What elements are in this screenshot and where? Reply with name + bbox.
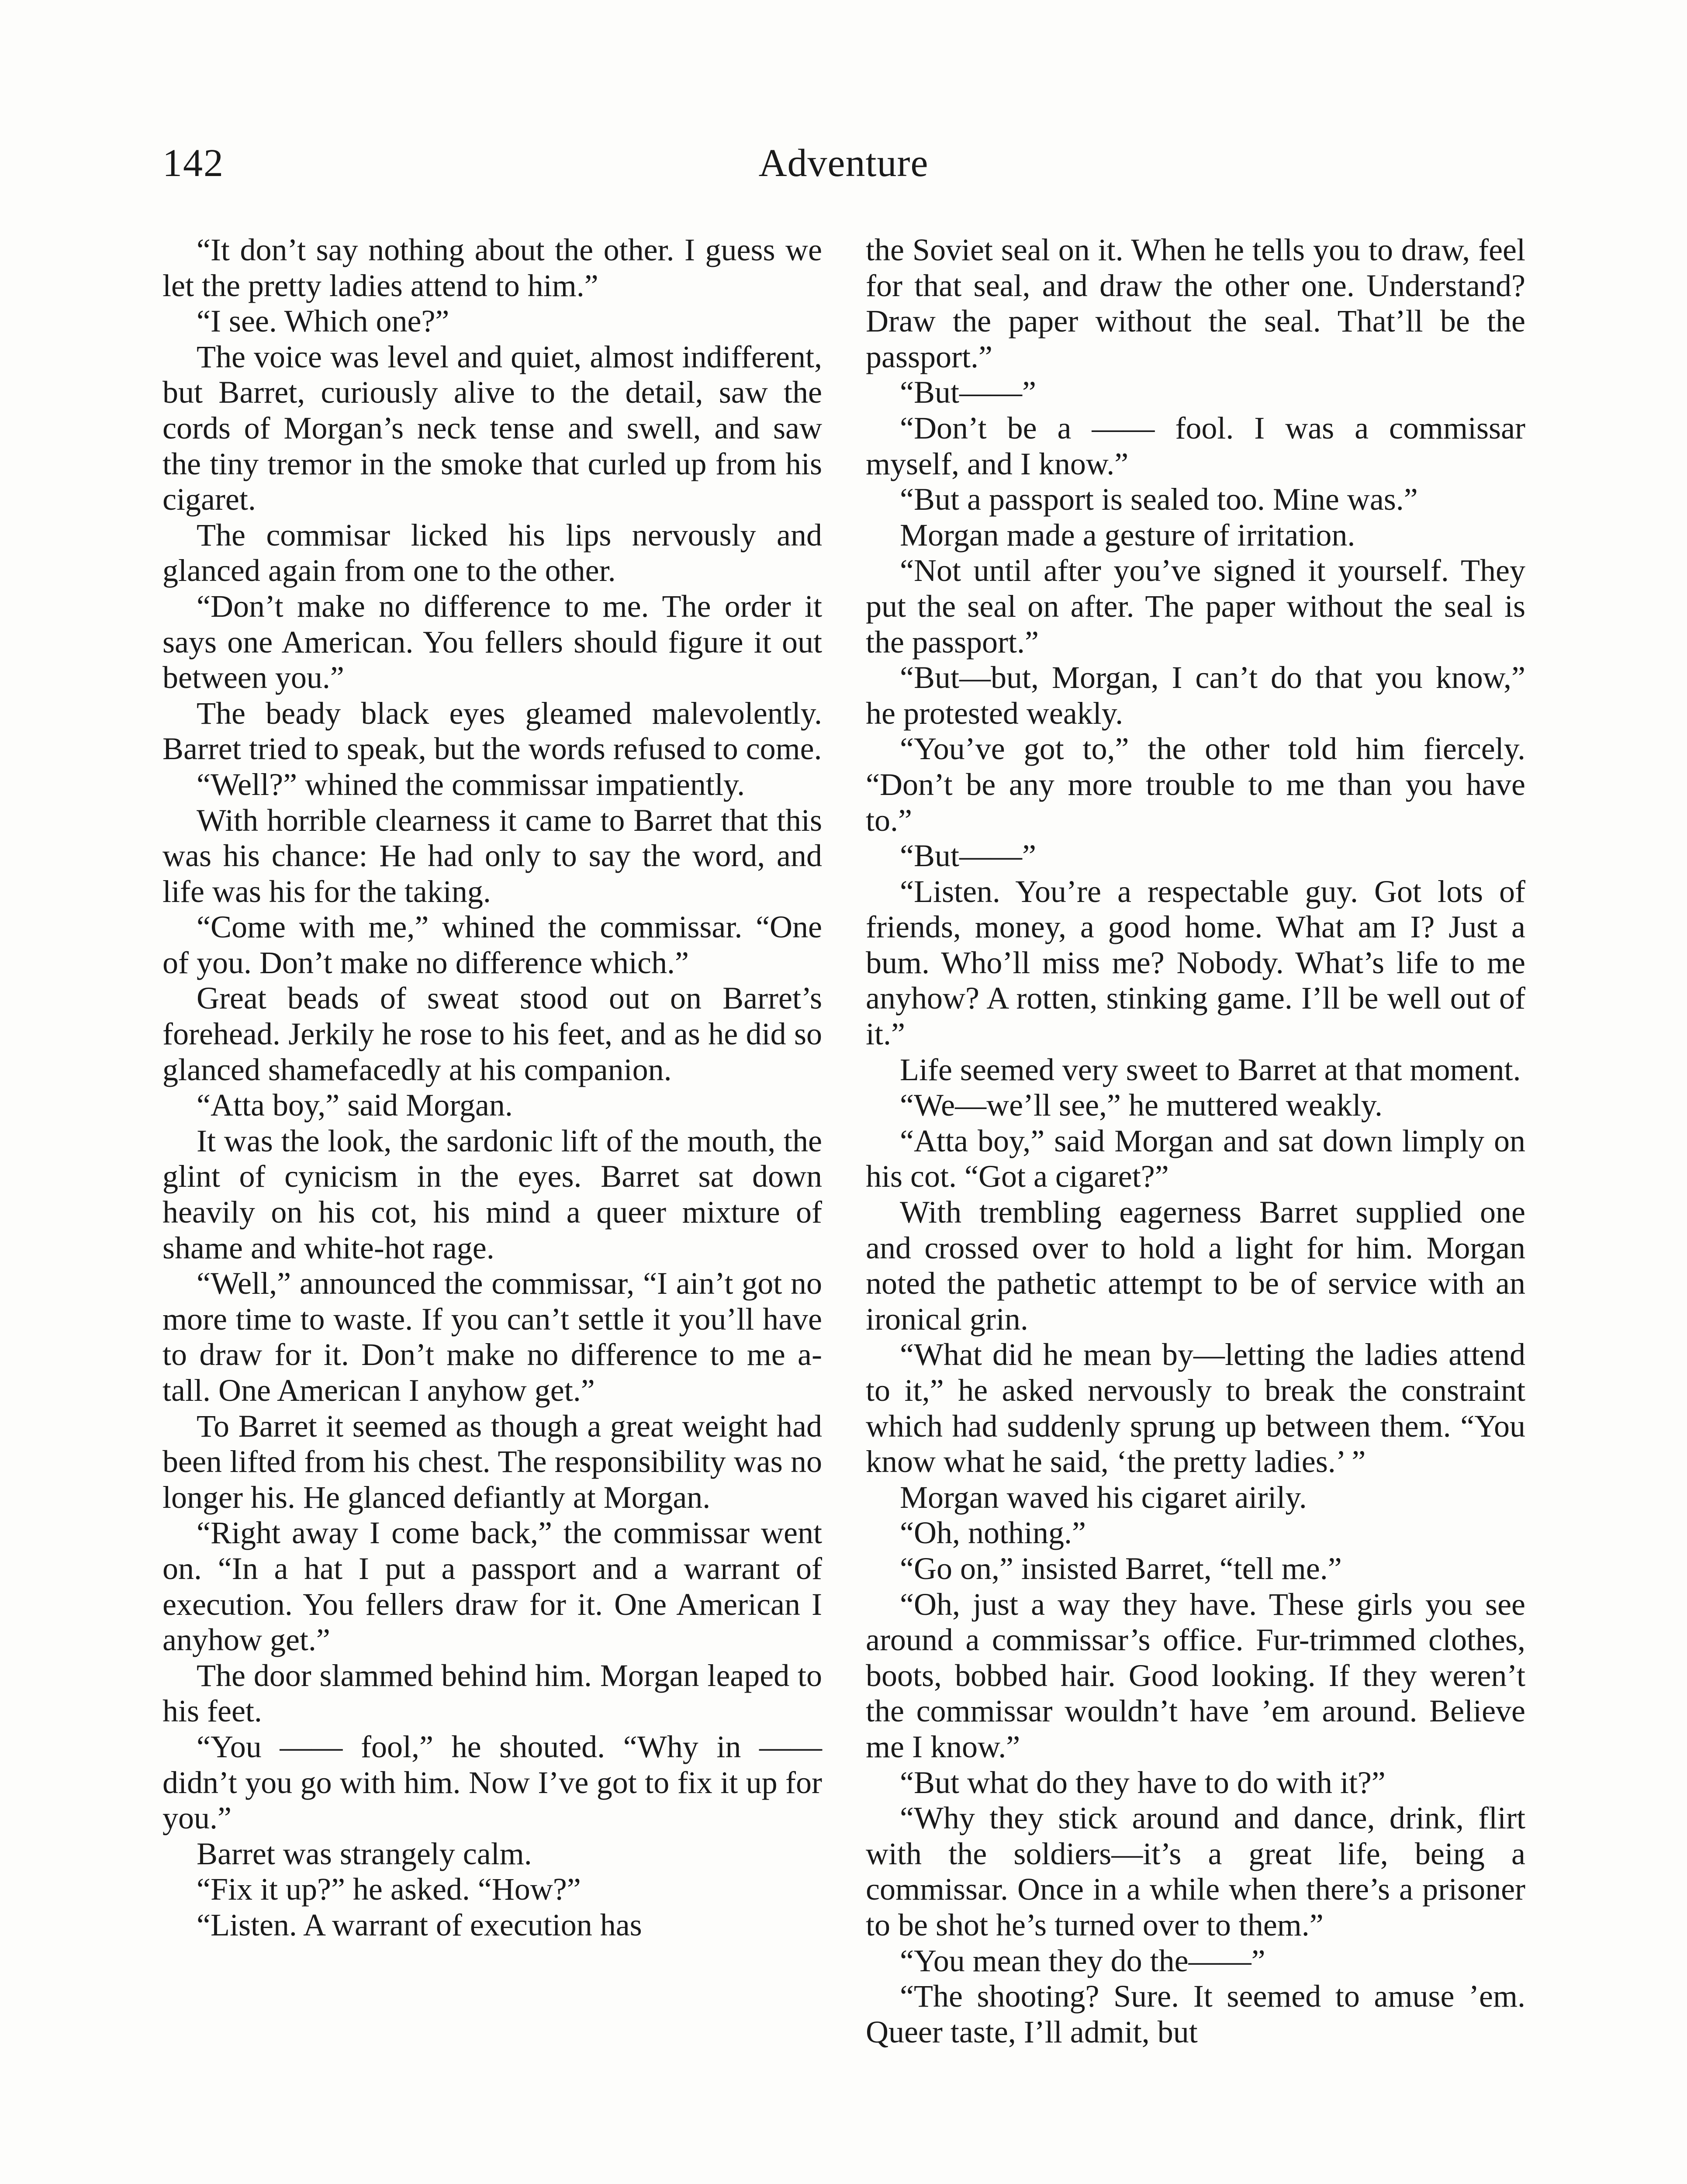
paragraph: “Don’t be a —— fool. I was a commissar myself, and I know.” — [866, 410, 1525, 481]
paragraph: Barret was strangely calm. — [197, 1836, 532, 1871]
right-column — [866, 232, 1525, 2050]
paragraph: “You —— fool,” he shouted. “Why in —— didn’t you go with him. Now I’ve got to fix it up for you.” — [162, 1729, 822, 1836]
left-column — [162, 232, 822, 1943]
paragraph: “The shooting? Sure. It seemed to amuse ’em. Queer taste, I’ll admit, but — [866, 1979, 1525, 2049]
magazine-title: Adventure — [758, 142, 929, 185]
paragraph: “Not until after you’ve signed it yourself. They put the seal on after. The paper without the seal is the passport.” — [866, 553, 1525, 660]
paragraph: The door slammed behind him. Morgan leaped to his feet. — [162, 1658, 822, 1729]
paragraph: “It don’t say nothing about the other. I guess we let the pretty ladies attend to him.” — [162, 232, 822, 303]
paragraph: “Don’t make no difference to me. The order it says one American. You fellers should figure it out between you.” — [162, 588, 822, 695]
paragraph: “You mean they do the——” — [900, 1943, 1265, 1978]
paragraph: “Why they stick around and dance, drink, flirt with the soldiers—it’s a great life, being a commissar. Once in a while when there’s a prisoner to be shot he’s turned over to them.” — [866, 1800, 1525, 1942]
paragraph: “I see. Which one?” — [197, 304, 449, 339]
paragraph: The commisar licked his lips nervously and glanced again from one to the other. — [162, 517, 822, 588]
paragraph: “What did he mean by—letting the ladies attend to it,” he asked nervously to break the constraint which had suddenly sprung up between them. “You know what he said, ‘the pretty ladies.’ ” — [866, 1337, 1525, 1479]
page-number: 142 — [162, 142, 224, 185]
paragraph: “Go on,” insisted Barret, “tell me.” — [900, 1551, 1342, 1586]
paragraph: To Barret it seemed as though a great weight had been lifted from his chest. The responsibility was no longer his. He glanced defiantly at Morgan. — [162, 1408, 822, 1515]
paragraph: “Oh, nothing.” — [900, 1515, 1086, 1551]
paragraph: “Listen. You’re a respectable guy. Got lots of friends, money, a good home. What am I? Just a bum. Who’ll miss me? Nobody. What’s life to me anyhow? A rotten, stinking game. I’ll be well out of it.” — [866, 874, 1525, 1052]
paragraph: “Oh, just a way they have. These girls you see around a commissar’s office. Fur-trimmed clothes, boots, bobbed hair. Good looking. If they weren’t the commissar wouldn’t have ’em around. Believe me I know.” — [866, 1586, 1525, 1764]
paragraph: The voice was level and quiet, almost indifferent, but Barret, curiously alive to the detail, saw the cords of Morgan’s neck tense and swell, and saw the tiny tremor in the smoke that curled up from his cigaret. — [162, 339, 822, 517]
paragraph: “Atta boy,” said Morgan. — [197, 1088, 513, 1123]
paragraph-continuation: the Soviet seal on it. When he tells you to draw, feel for that seal, and draw the other one. Understand? Draw the paper without the seal. That’ll be the passport.” — [866, 232, 1525, 374]
paragraph: “Listen. A warrant of execution has — [197, 1907, 642, 1942]
paragraph: The beady black eyes gleamed malevolently. Barret tried to speak, but the words refused to come. — [162, 695, 822, 767]
paragraph: “You’ve got to,” the other told him fiercely. “Don’t be any more trouble to me than you have to.” — [866, 731, 1525, 838]
paragraph: “But——” — [900, 838, 1036, 874]
paragraph: “Well?” whined the commissar impatiently. — [197, 767, 745, 802]
paragraph: “But—but, Morgan, I can’t do that you know,” he protested weakly. — [866, 660, 1525, 731]
paragraph: “Come with me,” whined the commissar. “One of you. Don’t make no difference which.” — [162, 909, 822, 980]
paragraph: “We—we’ll see,” he muttered weakly. — [900, 1088, 1383, 1123]
paragraph: Great beads of sweat stood out on Barret’s forehead. Jerkily he rose to his feet, and as he did so glanced shamefacedly at his companion. — [162, 981, 822, 1087]
paragraph: “But——” — [900, 375, 1036, 410]
paragraph: “Well,” announced the commissar, “I ain’t got no more time to waste. If you can’t settle it you’ll have to draw for it. Don’t make no difference to me a-tall. One American I anyhow get.” — [162, 1266, 822, 1408]
paragraph: “But a passport is sealed too. Mine was.” — [900, 482, 1418, 517]
paragraph: With horrible clearness it came to Barret that this was his chance: He had only to say the word, and life was his for the taking. — [162, 802, 822, 909]
paragraph: Morgan made a gesture of irritation. — [900, 517, 1355, 553]
paragraph: “Fix it up?” he asked. “How?” — [197, 1872, 581, 1907]
paragraph: With trembling eagerness Barret supplied one and crossed over to hold a light for him. Morgan noted the pathetic attempt to be of service with an ironical grin. — [866, 1195, 1525, 1337]
paragraph: “Right away I come back,” the commissar went on. “In a hat I put a passport and a warrant of execution. You fellers draw for it. One American I anyhow get.” — [162, 1515, 822, 1658]
paragraph: “But what do they have to do with it?” — [900, 1765, 1386, 1800]
paragraph: Morgan waved his cigaret airily. — [900, 1479, 1307, 1515]
paragraph: “Atta boy,” said Morgan and sat down limply on his cot. “Got a cigaret?” — [866, 1123, 1525, 1194]
paragraph: Life seemed very sweet to Barret at that moment. — [900, 1052, 1521, 1087]
paragraph: It was the look, the sardonic lift of the mouth, the glint of cynicism in the eyes. Barret sat down heavily on his cot, his mind a queer mixture of shame and white-hot rage. — [162, 1123, 822, 1265]
